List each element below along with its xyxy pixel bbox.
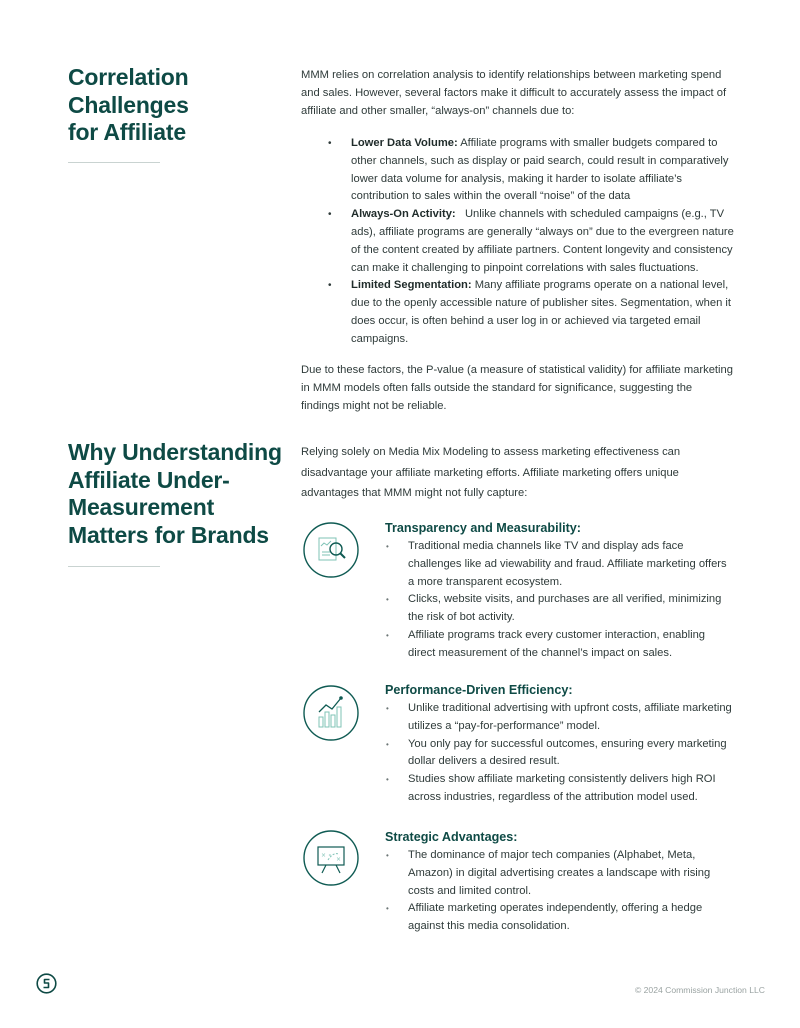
list-item [326,206,737,277]
heading-divider [68,566,160,567]
feature-title: Performance-Driven Efficiency: [385,683,573,697]
list-item: • Clicks, website visits, and purchases are all verified, minimizing the risk of bot activity. [385,591,735,627]
list-item-text: Many affiliate programs operate on a national level, due to the openly accessible nature of publisher sites. Segmentation, when it does occur, is often behind a user log in or achieved via targeted email campaigns. [351,279,731,345]
list-item-text: Affiliate programs with smaller budgets compared to other channels, such as display or paid search, could result in comparatively lower data volume for analysis, making it harder to isolate affiliate’s contribution to sales within the overall “noise” of the data [351,137,729,203]
growth-bar-chart-icon [303,685,359,741]
feature-list [385,538,735,663]
list-item: • The dominance of major tech companies (Alphabet, Meta, Amazon) in digital advertising creates a landscape with rising costs and limited control. [385,847,735,900]
list-item-label: Limited Segmentation: [351,279,472,292]
list-item-label: Lower Data Volume: [351,137,458,149]
list-item: • You only pay for successful outcomes, ensuring every marketing dollar delivers a desired result. [385,736,735,772]
list-item [326,135,734,206]
heading-line: Correlation [68,64,189,90]
list-item-text: Unlike channels with scheduled campaigns (e.g., TV ads), affiliate programs are generally “always on” due to the evergreen nature of the content created by affiliate partners. Content longevity and consistency can make it challenging to pinpoint correlations with sales fluctuations. [351,208,737,274]
correlation-intro: MMM relies on correlation analysis to identify relationships between marketing spend and sales. However, several factors make it difficult to accurately assess the impact of affiliate and other smaller, “always-on” channels due to: [301,69,727,117]
correlation-outro: Due to these factors, the P-value (a measure of statistical validity) for affiliate marketing in MMM models often falls outside the standard for significance, suggesting the findings might not be reliable. [301,364,733,412]
list-item [326,277,734,348]
heading-line: Matters for Brands [68,521,269,548]
svg-text:× ∘: × ∘ [321,852,332,859]
list-item: • Affiliate marketing operates independently, offering a hedge against this media consolidation. [385,900,735,936]
feature-title: Strategic Advantages: [385,830,518,844]
footer-copyright: © 2024 Commission Junction LLC [634,985,765,995]
list-item: • Studies show affiliate marketing consistently delivers high ROI across industries, regardless of the attribution model used. [385,771,735,807]
document-magnifier-icon [303,522,359,578]
list-item: • Affiliate programs track every customer interaction, enabling direct measurement of the channel’s impact on sales. [385,627,735,663]
strategy-board-icon [303,830,359,886]
heading-line: Challenges [68,91,189,118]
svg-text:×: × [336,856,342,863]
heading-line: Affiliate Under- [68,466,230,493]
correlation-factors-list [326,135,737,349]
feature-list [385,847,735,936]
list-item: • Traditional media channels like TV and display ads face challenges like ad viewability and fraud. Affiliate marketing offers a more transparent ecosystem. [385,538,735,591]
list-item: • Unlike traditional advertising with upfront costs, affiliate marketing utilizes a “pay-for-performance” model. [385,700,735,736]
section-heading-correlation [68,64,189,147]
list-item-label: Always-On Activity: [351,208,456,221]
heading-line: Measurement [68,494,215,520]
cj-logo-icon [36,973,57,994]
why-intro: Relying solely on Media Mix Modeling to assess marketing effectiveness can disadvantage your affiliate marketing efforts. Affiliate marketing offers unique advantages that MMM might not fully capture: [301,446,681,500]
section-heading-why-understanding [68,439,282,549]
feature-title: Transparency and Measurability: [385,521,581,535]
heading-line: Why Understanding [68,439,282,465]
feature-list [385,700,735,807]
heading-divider [68,162,160,163]
heading-line: for Affiliate [68,119,186,145]
